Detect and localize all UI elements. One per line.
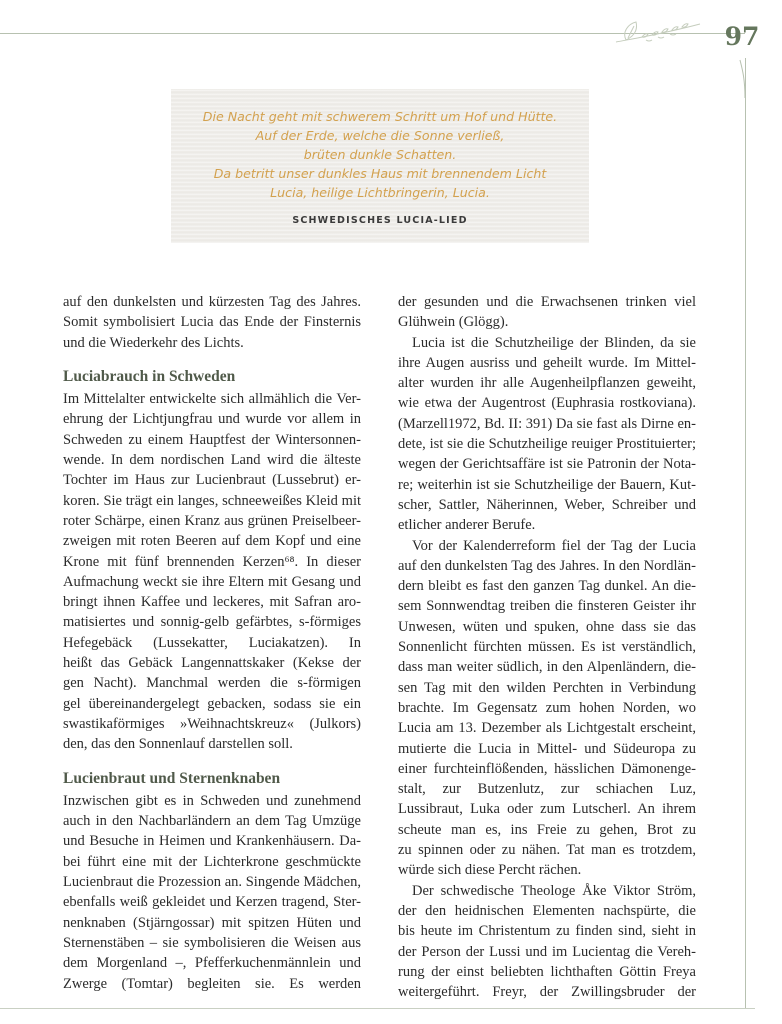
text-line: Der schwedische Theologe Åke Viktor Ström, (412, 882, 696, 899)
text-line: Somit symbolisiert Lucia das Ende der Finsternis (63, 314, 361, 331)
text-line: mutierte die Lucia in Mittel- und Südeuropa zu (398, 740, 696, 757)
text-line: einer furchteinflößenden, hässlichen Dämonenge- (398, 760, 696, 777)
verse-line: Lucia, heilige Lichtbringerin, Lucia. (270, 185, 490, 200)
text-line: etlicher anderer Berufe. (398, 517, 536, 534)
text-line: Im Mittelalter entwickelte sich allmählich die Ver- (63, 391, 361, 408)
text-line: Sternenstäben – sie symbolisieren die Weisen aus (63, 934, 361, 951)
text-line: brachte. Im Gegensatz zum hohen Norden, wo (398, 699, 696, 716)
text-line: re; weiterhin ist sie Schutzheilige der Bauern, Kut- (398, 476, 696, 493)
bottom-border-line (0, 1008, 755, 1009)
text-line: (Marzell1972, Bd. II: 391) Da sie fast als Dirne en- (398, 415, 696, 432)
section-heading-lucienbraut: Lucienbraut und Sternenknaben (63, 769, 281, 787)
epigraph-box (171, 89, 589, 243)
text-line: Lussibraut, Luka oder zum Lutscherl. An ihrem (398, 801, 696, 818)
text-line: alter wurden ihr alle Augenheilpflanzen geweiht, (398, 375, 696, 392)
text-line: sen Tag mit den wilden Perchten in Verbindung (398, 679, 696, 696)
epigraph-verse (171, 107, 589, 202)
text-line: scheute man es, ins Freie zu gehen, Brot zu (398, 821, 696, 838)
text-line: sem Sonnwendtag treiben die finsteren Geister ihr (398, 598, 696, 615)
text-line: ebenfalls weiß gekleidet und Kerzen tragend, Ster- (63, 894, 361, 911)
text-line: Sonnenlicht fürchten müssen. Es ist verständlich, (398, 639, 696, 656)
text-line: dem Morgenland –, Pfefferkuchenmännlein und (63, 955, 361, 972)
text-line: rung der einst beliebten lichthaften Göttin Freya (398, 963, 696, 980)
text-line: nenknaben (Stjärngossar) mit spitzen Hüten und (63, 914, 361, 931)
text-line: Zwerge (Tomtar) begleiten sie. Es werden (63, 975, 361, 992)
text-line: matisiertes und sonnig-gelb gefärbtes, s-förmiges (63, 614, 361, 631)
text-line: Inzwischen gibt es in Schweden und zunehmend (63, 792, 361, 809)
text-line: bei führt eine mit der Lichterkrone geschmückte (63, 853, 361, 870)
text-line: wende. In dem nordischen Land wird die älteste (63, 452, 361, 469)
text-line: der Person der Lussi und im Lucientag die Vereh- (398, 943, 696, 960)
text-line: Glühwein (Glögg). (398, 314, 509, 331)
right-text-column (398, 292, 696, 1002)
text-line: ehrung der Lichtjungfrau und wurde vor allem in (63, 411, 361, 428)
text-line: swastikaförmiges »Weihnachtskreuz« (Julkors) (63, 715, 361, 732)
text-line: würde sich diese Percht rächen. (398, 862, 582, 879)
text-line: roter Schärpe, einen Kranz aus grünen Preiselbeer- (63, 512, 361, 529)
verse-line: Auf der Erde, welche die Sonne verließ, (255, 128, 505, 143)
text-line: dern bleibt es fast den ganzen Tag dunkel. An die- (398, 578, 696, 595)
left-text-column (63, 292, 361, 994)
text-line: Hefegebäck (Lussekatter, Luciakatzen). In (63, 634, 361, 651)
text-line: und die Wiederkehr des Lichts. (63, 334, 244, 351)
text-line: ihre Augen ausriss und geheilt wurde. Im Mittel- (398, 354, 696, 371)
text-line: heißt das Gebäck Langennattskaker (Kekse der (63, 655, 361, 672)
text-line: zu spinnen oder zu nähen. Tat man es trotzdem, (398, 842, 696, 859)
text-line: dete, ist sie die Schutzheilige reuiger Prostituierter; (398, 436, 696, 453)
text-line: bis heute im Christentum zu finden sind, sieht in (398, 923, 696, 940)
verse-line: Da betritt unser dunkles Haus mit brennendem Licht (213, 166, 547, 181)
section-heading-luciabrauch: Luciabrauch in Schweden (63, 367, 236, 385)
text-line: wegen der Gerichtsaffäre ist sie Patronin der Nota- (398, 456, 696, 473)
text-line: Aufmachung weckt sie ihre Eltern mit Gesang und (63, 573, 361, 590)
text-line: stalt, zur Butzenlutz, zur schiachen Luz, (398, 781, 696, 798)
text-line: Lucia am 13. Dezember als Lichtgestalt erscheint, (398, 720, 696, 737)
text-line: wie etwa der Augentrost (Euphrasia rostkoviana). (398, 395, 696, 412)
text-line: und Besuche in Heimen und Krankenhäusern. Da- (63, 833, 361, 850)
epigraph-source: SCHWEDISCHES LUCIA-LIED (292, 215, 468, 226)
text-line: auch in den Nachbarländern an dem Tag Umzüge (63, 813, 361, 830)
border-curve (738, 58, 754, 98)
text-line: der den heidnischen Elementen nachspürte, die (398, 902, 696, 919)
text-line: Schweden zu einem Hauptfest der Wintersonnen- (63, 431, 361, 448)
text-line: den, das den Sonnenlauf darstellen soll. (63, 736, 293, 753)
text-line: auf den dunkelsten Tag des Jahres. In den Nordlän- (398, 557, 696, 574)
leaf-sprig-icon (612, 16, 704, 48)
text-line: weitergeführt. Freyr, der Zwillingsbruder der (398, 984, 696, 1001)
text-line: auf den dunkelsten und kürzesten Tag des Jahres. (63, 294, 361, 310)
text-line: Lucia ist die Schutzheilige der Blinden, da sie (412, 334, 696, 351)
right-border-line (745, 58, 746, 1008)
text-line: Vor der Kalenderreform fiel der Tag der Lucia (412, 537, 696, 554)
verse-line: brüten dunkle Schatten. (303, 147, 457, 162)
text-line: Lucienbraut die Prozession an. Singende Mädchen, (63, 874, 361, 891)
text-line: zweigen mit roten Beeren auf dem Kopf und eine (63, 533, 361, 550)
text-line: gen Nacht). Manchmal werden die s-förmigen (63, 675, 361, 692)
text-line: Krone mit fünf brennenden Kerzen⁶⁸. In dieser (63, 553, 361, 570)
text-line: der gesunden und die Erwachsenen trinken viel (398, 294, 696, 310)
text-line: dass man weiter südlich, in den Alpenländern, die- (398, 659, 696, 676)
page-number: 97 (724, 22, 760, 51)
text-line: Unwesen, wüten und spuken, ohne dass sie das (398, 618, 696, 635)
text-line: gel übereinandergelegt gebacken, sodass sie ein (63, 695, 361, 712)
text-line: scher, Sattler, Näherinnen, Weber, Schreiber und (398, 496, 696, 513)
text-line: bringt ihnen Kaffee und leckeres, mit Safran aro- (63, 594, 361, 611)
text-line: koren. Sie trägt ein langes, schneeweißes Kleid mit (63, 492, 361, 509)
text-line: Tochter im Haus zur Lucienbraut (Lussebrut) er- (63, 472, 361, 489)
verse-line: Die Nacht geht mit schwerem Schritt um Hof und Hütte. (202, 109, 558, 124)
